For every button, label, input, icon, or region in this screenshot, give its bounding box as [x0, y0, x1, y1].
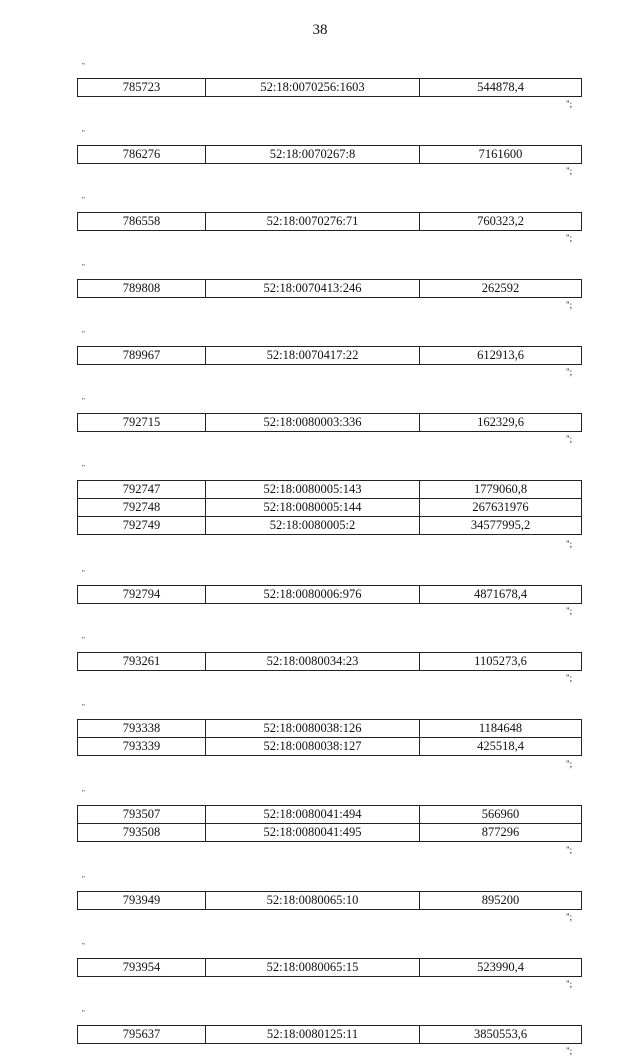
value-cell: 544878,4: [420, 79, 582, 97]
register-table: [77, 719, 582, 756]
cadastral-number-cell: 52:18:0080041:495: [206, 824, 420, 842]
closing-quote-mark: ";: [566, 845, 573, 855]
register-table: [77, 145, 582, 164]
opening-quote-mark: ": [82, 397, 85, 405]
register-table: [77, 891, 582, 910]
value-cell: 3850553,6: [420, 1026, 582, 1044]
opening-quote-mark: ": [82, 464, 85, 472]
cadastral-number-cell: 52:18:0070276:71: [206, 213, 420, 231]
value-cell: 425518,4: [420, 738, 582, 756]
cadastral-number-cell: 52:18:0080038:127: [206, 738, 420, 756]
closing-quote-mark: ";: [566, 367, 573, 377]
record-number-cell: 795637: [78, 1026, 206, 1044]
cadastral-number-cell: 52:18:0080065:10: [206, 892, 420, 910]
value-cell: 162329,6: [420, 414, 582, 432]
cadastral-number-cell: 52:18:0080003:336: [206, 414, 420, 432]
register-table: [77, 805, 582, 842]
table-row: [78, 146, 582, 164]
closing-quote-mark: ";: [566, 606, 573, 616]
value-cell: 267631976: [420, 499, 582, 517]
record-number-cell: 786276: [78, 146, 206, 164]
value-cell: 895200: [420, 892, 582, 910]
value-cell: 760323,2: [420, 213, 582, 231]
record-number-cell: 793954: [78, 959, 206, 977]
record-number-cell: 793507: [78, 806, 206, 824]
register-table: [77, 78, 582, 97]
closing-quote-mark: ";: [566, 979, 573, 989]
table-row: [78, 280, 582, 298]
closing-quote-mark: ";: [566, 539, 573, 549]
opening-quote-mark: ": [82, 62, 85, 70]
opening-quote-mark: ": [82, 569, 85, 577]
opening-quote-mark: ": [82, 129, 85, 137]
table-row: [78, 79, 582, 97]
record-number-cell: 792747: [78, 481, 206, 499]
table-row: [78, 481, 582, 499]
cadastral-number-cell: 52:18:0070267:8: [206, 146, 420, 164]
register-table: [77, 212, 582, 231]
opening-quote-mark: ": [82, 263, 85, 271]
cadastral-number-cell: 52:18:0080034:23: [206, 653, 420, 671]
cadastral-number-cell: 52:18:0080005:143: [206, 481, 420, 499]
closing-quote-mark: ";: [566, 912, 573, 922]
register-table: [77, 279, 582, 298]
value-cell: 1105273,6: [420, 653, 582, 671]
value-cell: 612913,6: [420, 347, 582, 365]
value-cell: 4871678,4: [420, 586, 582, 604]
register-table: [77, 346, 582, 365]
record-number-cell: 792748: [78, 499, 206, 517]
record-number-cell: 785723: [78, 79, 206, 97]
cadastral-number-cell: 52:18:0080038:126: [206, 720, 420, 738]
value-cell: 1184648: [420, 720, 582, 738]
register-table: [77, 585, 582, 604]
table-row: [78, 824, 582, 842]
cadastral-number-cell: 52:18:0080041:494: [206, 806, 420, 824]
record-number-cell: 793261: [78, 653, 206, 671]
table-row: [78, 499, 582, 517]
record-number-cell: 789967: [78, 347, 206, 365]
closing-quote-mark: ";: [566, 434, 573, 444]
register-table: [77, 958, 582, 977]
table-row: [78, 653, 582, 671]
table-row: [78, 959, 582, 977]
cadastral-number-cell: 52:18:0070256:1603: [206, 79, 420, 97]
cadastral-number-cell: 52:18:0070417:22: [206, 347, 420, 365]
register-table: [77, 480, 582, 535]
closing-quote-mark: ";: [566, 1046, 573, 1056]
register-table: [77, 413, 582, 432]
record-number-cell: 792749: [78, 517, 206, 535]
value-cell: 34577995,2: [420, 517, 582, 535]
record-number-cell: 792715: [78, 414, 206, 432]
closing-quote-mark: ";: [566, 300, 573, 310]
page-number: 38: [312, 22, 328, 38]
table-row: [78, 414, 582, 432]
table-row: [78, 1026, 582, 1044]
table-row: [78, 213, 582, 231]
register-table: [77, 1025, 582, 1044]
closing-quote-mark: ";: [566, 166, 573, 176]
value-cell: 877296: [420, 824, 582, 842]
opening-quote-mark: ": [82, 196, 85, 204]
closing-quote-mark: ";: [566, 99, 573, 109]
opening-quote-mark: ": [82, 636, 85, 644]
record-number-cell: 793339: [78, 738, 206, 756]
register-table: [77, 652, 582, 671]
cadastral-number-cell: 52:18:0080005:144: [206, 499, 420, 517]
cadastral-number-cell: 52:18:0080125:11: [206, 1026, 420, 1044]
record-number-cell: 792794: [78, 586, 206, 604]
cadastral-number-cell: 52:18:0080005:2: [206, 517, 420, 535]
opening-quote-mark: ": [82, 1009, 85, 1017]
value-cell: 566960: [420, 806, 582, 824]
opening-quote-mark: ": [82, 330, 85, 338]
table-row: [78, 806, 582, 824]
cadastral-number-cell: 52:18:0070413:246: [206, 280, 420, 298]
cadastral-number-cell: 52:18:0080065:15: [206, 959, 420, 977]
value-cell: 523990,4: [420, 959, 582, 977]
table-row: [78, 586, 582, 604]
record-number-cell: 786558: [78, 213, 206, 231]
opening-quote-mark: ": [82, 942, 85, 950]
record-number-cell: 789808: [78, 280, 206, 298]
value-cell: 262592: [420, 280, 582, 298]
closing-quote-mark: ";: [566, 673, 573, 683]
table-row: [78, 720, 582, 738]
value-cell: 1779060,8: [420, 481, 582, 499]
table-row: [78, 738, 582, 756]
table-row: [78, 892, 582, 910]
opening-quote-mark: ": [82, 789, 85, 797]
opening-quote-mark: ": [82, 703, 85, 711]
record-number-cell: 793949: [78, 892, 206, 910]
table-row: [78, 517, 582, 535]
closing-quote-mark: ";: [566, 759, 573, 769]
record-number-cell: 793338: [78, 720, 206, 738]
closing-quote-mark: ";: [566, 233, 573, 243]
opening-quote-mark: ": [82, 875, 85, 883]
value-cell: 7161600: [420, 146, 582, 164]
table-row: [78, 347, 582, 365]
record-number-cell: 793508: [78, 824, 206, 842]
cadastral-number-cell: 52:18:0080006:976: [206, 586, 420, 604]
